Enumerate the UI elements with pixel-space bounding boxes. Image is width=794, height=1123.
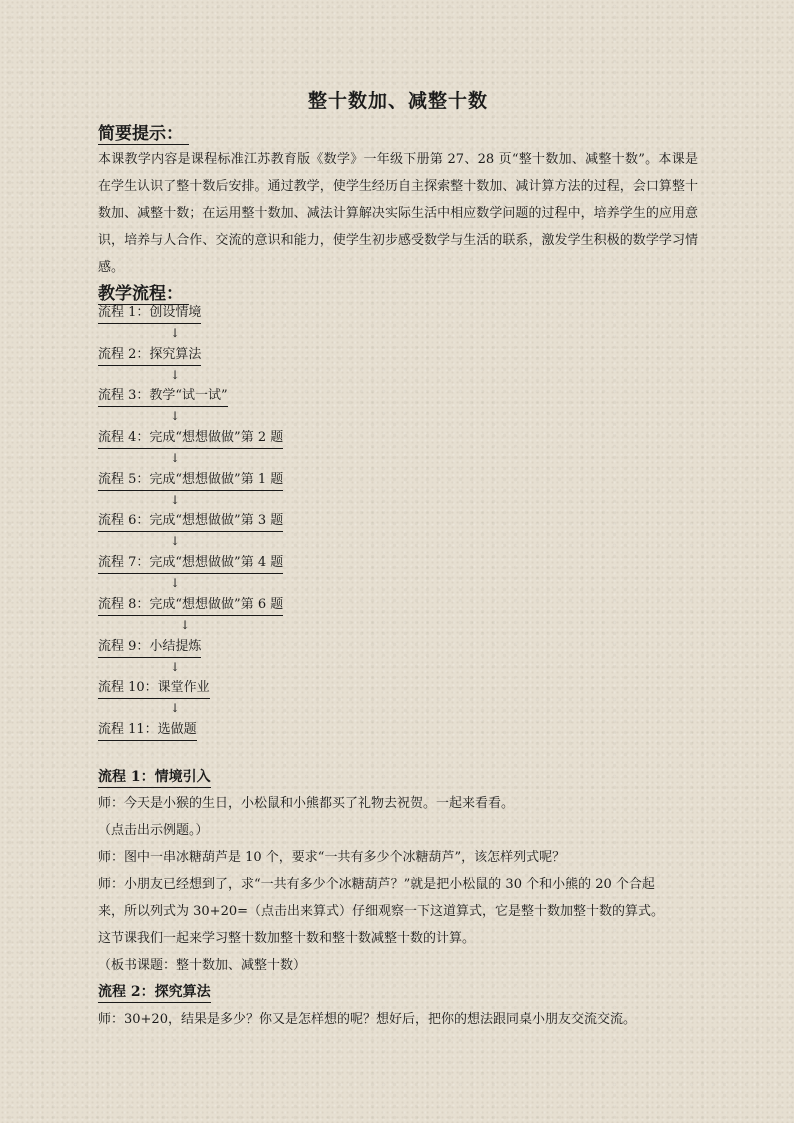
step1-line: 师：图中一串冰糖葫芦是 10 个，要求“一共有多少个冰糖葫芦”，该怎样列式呢？ [98, 850, 566, 865]
summary-paragraph: 本课教学内容是课程标准江苏教育版《数学》一年级下册第 27、28 页“整十数加、减整十数”。本课是在学生认识了整十数后安排。通过教学，使学生经历自主探索整十数加、减计算方法的过程，会口算整十数加、减整十数；在运用整十数加、减法计算解决实际生活中相应数学问题的过程中，培养学生的应用意识，培养与人合作、交流的意识和能力，使学生初步感受数学与生活的联系，激发学生积极的数学学习情感。 [98, 152, 698, 275]
process-flow-list [98, 303, 398, 762]
flow-step-label: 流程 4：完成“想想做做”第 2 题 [98, 428, 283, 449]
process-heading: 教学流程： [98, 284, 189, 305]
step2-heading: 流程 2：探究算法 [98, 982, 211, 1003]
flow-step [98, 470, 398, 512]
flow-step [98, 386, 398, 428]
flow-step [98, 345, 398, 387]
step1-line: 这节课我们一起来学习整十数加整十数和整十数减整十数的计算。 [98, 931, 476, 946]
down-arrow-icon: ↓ [170, 534, 181, 549]
down-arrow-icon: ↓ [170, 451, 181, 466]
step1-line: （点击出示例题。） [98, 823, 209, 838]
down-arrow-icon: ↓ [170, 326, 181, 340]
step1-line: 来，所以列式为 30+20=（点击出来算式）仔细观察一下这道算式，它是整十数加整十数的算式。 [98, 904, 665, 919]
flow-step [98, 511, 398, 553]
flow-step [98, 637, 398, 679]
flow-step [98, 595, 398, 637]
down-arrow-icon: ↓ [170, 409, 181, 424]
down-arrow-icon: ↓ [170, 367, 181, 382]
document-title: 整十数加、减整十数 [307, 90, 488, 112]
step1-line: 师：小朋友已经想到了，求“一共有多少个冰糖葫芦？”就是把小松鼠的 30 个和小熊的 20 个合起 [98, 877, 655, 892]
flow-step [98, 303, 398, 345]
down-arrow-icon: ↓ [170, 576, 181, 591]
flow-step-label: 流程 2：探究算法 [98, 345, 201, 366]
flow-step-label: 流程 8：完成“想想做做”第 6 题 [98, 595, 283, 616]
flow-step-label: 流程 10：课堂作业 [98, 678, 210, 699]
down-arrow-icon: ↓ [170, 701, 181, 716]
flow-step-label: 流程 5：完成“想想做做”第 1 题 [98, 470, 283, 491]
flow-step-label: 流程 6：完成“想想做做”第 3 题 [98, 511, 283, 532]
flow-step [98, 678, 398, 720]
step2-line: 师：30+20，结果是多少？你又是怎样想的呢？想好后，把你的想法跟同桌小朋友交流交流。 [98, 1012, 636, 1027]
down-arrow-icon: ↓ [170, 492, 181, 507]
step1-heading: 流程 1：情境引入 [98, 767, 211, 788]
summary-heading: 简要提示： [98, 124, 189, 145]
flow-step [98, 720, 398, 762]
flow-step [98, 553, 398, 595]
flow-step-label: 流程 3：教学“试一试” [98, 386, 228, 407]
step1-line: 师：今天是小猴的生日，小松鼠和小熊都买了礼物去祝贺。一起来看看。 [98, 796, 515, 811]
flow-step-label: 流程 1：创设情境 [98, 303, 201, 324]
flow-step [98, 428, 398, 470]
step1-line: （板书课题：整十数加、减整十数） [98, 958, 307, 973]
down-arrow-icon: ↓ [180, 617, 191, 632]
flow-step-label: 流程 11：选做题 [98, 720, 197, 741]
flow-step-label: 流程 7：完成“想想做做”第 4 题 [98, 553, 283, 574]
down-arrow-icon: ↓ [170, 659, 181, 674]
flow-step-label: 流程 9：小结提炼 [98, 637, 201, 658]
